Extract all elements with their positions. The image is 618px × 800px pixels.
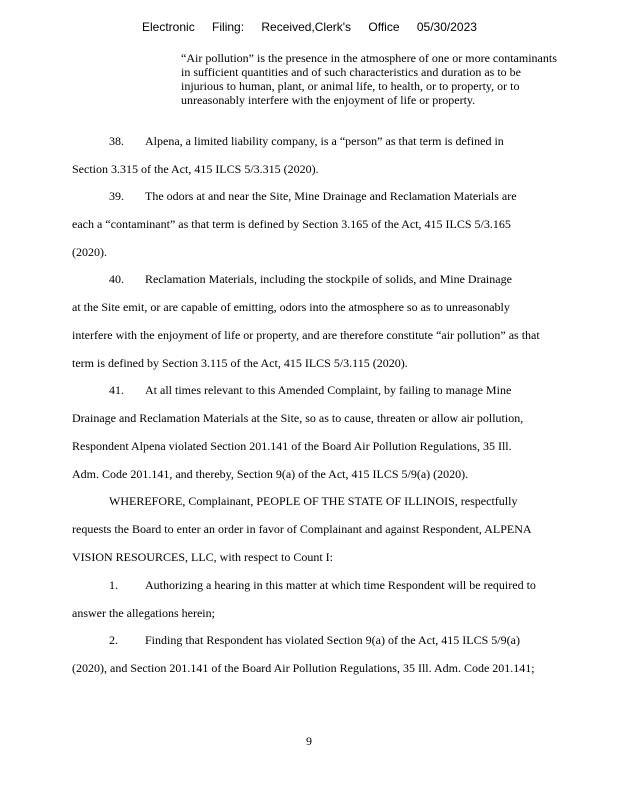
- para-40-line-2: at the Site emit, or are capable of emitting, odors into the atmosphere so as to unreasonably: [72, 300, 510, 314]
- para-38-number: 38.: [109, 134, 124, 148]
- header-filing: Filing:: [212, 20, 245, 34]
- para-39-line-2: each a “contaminant” as that term is defined by Section 3.165 of the Act, 415 ILCS 5/3.165: [72, 217, 511, 231]
- para-38-line-2: Section 3.315 of the Act, 415 ILCS 5/3.315 (2020).: [72, 162, 319, 176]
- header-received: Received,Clerk's: [261, 20, 352, 34]
- wherefore-line-1: WHEREFORE, Complainant, PEOPLE OF THE STATE OF ILLINOIS, respectfully: [109, 494, 518, 508]
- block-quote: “Air pollution” is the presence in the atmosphere of one or more contaminants in sufficient quantities and of such characteristics and duration as to be injurious to human, plant, or animal life, to health, or to property, or to unreasonably interfere with the enjoyment of life or property.: [181, 51, 557, 107]
- wherefore-line-3: VISION RESOURCES, LLC, with respect to Count I:: [72, 550, 333, 564]
- header-date: 05/30/2023: [416, 20, 477, 34]
- para-41-line-1: 41. At all times relevant to this Amended Complaint, by failing to manage Mine: [109, 383, 512, 397]
- para-39-line-1: 39. The odors at and near the Site, Mine Drainage and Reclamation Materials are: [109, 189, 517, 203]
- para-41-number: 41.: [109, 383, 124, 397]
- para-41-line-4: Adm. Code 201.141, and thereby, Section 9(a) of the Act, 415 ILCS 5/9(a) (2020).: [72, 467, 469, 481]
- filing-stamp-header: [142, 20, 491, 34]
- para-40-line-4: term is defined by Section 3.115 of the Act, 415 ILCS 5/3.115 (2020).: [72, 356, 408, 370]
- item-1-line-2: answer the allegations herein;: [72, 606, 215, 620]
- item-2-number: 2.: [109, 633, 118, 647]
- item-1-number: 1.: [109, 578, 118, 592]
- para-40-line-3: interfere with the enjoyment of life or property, and are therefore constitute “air pollution” as that: [72, 328, 540, 342]
- header-office: Office: [368, 20, 400, 34]
- item-1-line-1: 1. Authorizing a hearing in this matter at which time Respondent will be required to: [109, 578, 536, 592]
- para-40-line-1: 40. Reclamation Materials, including the stockpile of solids, and Mine Drainage: [109, 272, 512, 286]
- para-41-line-3: Respondent Alpena violated Section 201.141 of the Board Air Pollution Regulations, 35 Ill.: [72, 439, 512, 453]
- header-electronic: Electronic: [142, 20, 195, 34]
- item-2-line-1: 2. Finding that Respondent has violated Section 9(a) of the Act, 415 ILCS 5/9(a): [109, 633, 520, 647]
- para-39-number: 39.: [109, 189, 124, 203]
- item-2-line-2: (2020), and Section 201.141 of the Board Air Pollution Regulations, 35 Ill. Adm. Code 201.141;: [72, 661, 535, 675]
- para-39-line-3: (2020).: [72, 245, 107, 259]
- para-41-line-2: Drainage and Reclamation Materials at the Site, so as to cause, threaten or allow air pollution,: [72, 411, 524, 425]
- wherefore-line-2: requests the Board to enter an order in favor of Complainant and against Respondent, ALPENA: [72, 522, 532, 536]
- page-number: 9: [306, 734, 312, 748]
- para-40-number: 40.: [109, 272, 124, 286]
- para-38-line-1: 38. Alpena, a limited liability company, is a “person” as that term is defined in: [109, 134, 504, 148]
